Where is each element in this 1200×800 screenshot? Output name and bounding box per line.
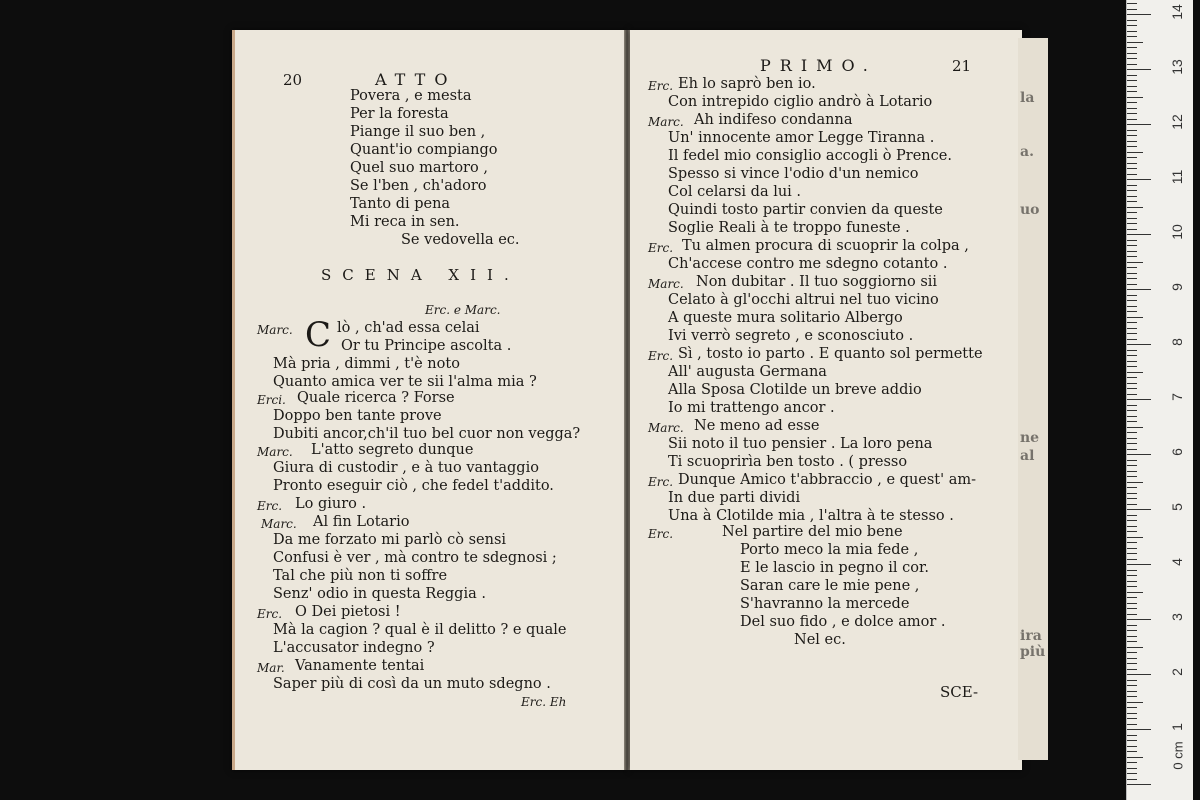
- ruler-tick: [1127, 520, 1137, 521]
- ruler-tick: [1127, 482, 1143, 483]
- dialogue-line: Doppo ben tante prove: [273, 408, 442, 424]
- ruler-tick: [1127, 256, 1137, 257]
- ruler-tick: [1127, 575, 1137, 576]
- dialogue-line: In due parti dividi: [668, 490, 801, 506]
- ruler-tick: [1127, 201, 1137, 202]
- ruler-tick: [1127, 306, 1137, 307]
- ruler-tick: [1127, 399, 1151, 400]
- ruler-number: 1: [1169, 723, 1185, 731]
- dialogue-line: L'atto segreto dunque: [311, 442, 474, 458]
- scene-characters: Erc. e Marc.: [425, 303, 501, 317]
- ruler-tick: [1127, 597, 1137, 598]
- ruler-tick: [1127, 119, 1137, 120]
- dialogue-line: Soglie Reali à te troppo funeste .: [668, 220, 910, 236]
- dialogue-line: Ivi verrò segreto , e sconosciuto .: [668, 328, 914, 344]
- ruler-tick: [1127, 784, 1151, 785]
- dialogue-line: Alla Sposa Clotilde un breve addio: [668, 382, 922, 398]
- ruler-tick: [1127, 366, 1137, 367]
- underlying-text-fragment: uo: [1020, 202, 1040, 218]
- ruler-tick: [1127, 311, 1137, 312]
- ruler-tick: [1127, 350, 1137, 351]
- dialogue-line: Sì , tosto io parto . E quanto sol permette: [678, 346, 983, 362]
- right-page: [630, 30, 1022, 770]
- ruler-tick: [1127, 773, 1137, 774]
- ruler-tick: [1127, 394, 1137, 395]
- speaker: Marc.: [261, 517, 297, 531]
- ruler-tick: [1127, 405, 1137, 406]
- ruler-tick: [1127, 746, 1137, 747]
- underlying-text-fragment: più: [1020, 644, 1046, 660]
- ruler-tick: [1127, 427, 1143, 428]
- ruler-tick: [1127, 333, 1137, 334]
- ruler-tick: [1127, 69, 1151, 70]
- ruler-tick: [1127, 344, 1151, 345]
- ruler-number: 5: [1169, 503, 1185, 511]
- ruler-tick: [1127, 509, 1151, 510]
- dialogue-line: Non dubitar . Il tuo soggiorno sii: [696, 274, 938, 290]
- ruler-tick: [1127, 658, 1137, 659]
- ruler-tick: [1127, 487, 1137, 488]
- catchword: Erc. Eh: [521, 695, 567, 709]
- aria-line: Saran care le mie pene ,: [740, 578, 920, 594]
- ruler-tick: [1127, 757, 1143, 758]
- ruler-tick: [1127, 454, 1151, 455]
- speaker: Marc.: [648, 421, 684, 435]
- page-number: 21: [952, 57, 972, 75]
- ruler-tick: [1127, 652, 1137, 653]
- ruler-tick: [1127, 295, 1137, 296]
- drop-cap: C: [305, 315, 332, 355]
- ruler-tick: [1127, 619, 1151, 620]
- ruler-tick: [1127, 641, 1137, 642]
- ruler-tick: [1127, 322, 1137, 323]
- dialogue-line: Senz' odio in questa Reggia .: [273, 586, 486, 602]
- verse-line: Mi reca in sen.: [350, 214, 460, 230]
- dialogue-line: All' augusta Germana: [668, 364, 827, 380]
- ruler-tick: [1127, 20, 1137, 21]
- ruler-tick: [1127, 102, 1137, 103]
- ruler-tick: [1127, 207, 1143, 208]
- speaker: Marc.: [648, 277, 684, 291]
- underlying-page-edge: [1018, 38, 1048, 760]
- underlying-text-fragment: al: [1020, 448, 1035, 464]
- ruler-number: 6: [1169, 448, 1185, 456]
- ruler-tick: [1127, 702, 1143, 703]
- speaker: Erc.: [257, 499, 283, 513]
- ruler-tick: [1127, 284, 1137, 285]
- ruler-tick: [1127, 581, 1137, 582]
- ruler-tick: [1127, 718, 1137, 719]
- dialogue-line: Da me forzato mi parlò cò sensi: [273, 532, 507, 548]
- ruler-tick: [1127, 130, 1137, 131]
- ruler-tick: [1127, 449, 1137, 450]
- ruler-tick: [1127, 625, 1137, 626]
- ruler-tick: [1127, 196, 1137, 197]
- verse-refrain: Se vedovella ec.: [401, 232, 520, 248]
- ruler-tick: [1127, 25, 1137, 26]
- speaker: Marc.: [257, 323, 293, 337]
- ruler-number: 3: [1169, 613, 1185, 621]
- dialogue-line: Una à Clotilde mia , l'altra à te stesso .: [668, 508, 954, 524]
- ruler-tick: [1127, 647, 1143, 648]
- speaker: Erc.: [648, 241, 674, 255]
- dialogue-line: Pronto eseguir ciò , che fedel t'addito.: [273, 478, 554, 494]
- ruler-number: 12: [1169, 114, 1185, 130]
- ruler-tick: [1127, 135, 1137, 136]
- ruler-tick: [1127, 218, 1137, 219]
- running-head: ATTO: [375, 70, 457, 89]
- ruler-tick: [1127, 168, 1137, 169]
- ruler-tick: [1127, 80, 1137, 81]
- ruler-tick: [1127, 229, 1137, 230]
- ruler-tick: [1127, 768, 1137, 769]
- ruler-tick: [1127, 421, 1137, 422]
- verse-line: Se l'ben , ch'adoro: [350, 178, 487, 194]
- ruler-tick: [1127, 735, 1137, 736]
- scene-title: SCENA XII.: [321, 266, 520, 284]
- ruler-tick: [1127, 91, 1137, 92]
- dialogue-line: Mà pria , dimmi , t'è noto: [273, 356, 460, 372]
- ruler-tick: [1127, 36, 1137, 37]
- dialogue-line: Un' innocente amor Legge Tiranna .: [668, 130, 935, 146]
- dialogue-line: Celato à gl'occhi altrui nel tuo vicino: [668, 292, 939, 308]
- ruler-tick: [1127, 526, 1137, 527]
- dialogue-line: Con intrepido ciglio andrò à Lotario: [668, 94, 933, 110]
- ruler-tick: [1127, 630, 1137, 631]
- ruler-tick: [1127, 157, 1137, 158]
- ruler-tick: [1127, 190, 1137, 191]
- ruler-number: 4: [1169, 558, 1185, 566]
- ruler-tick: [1127, 14, 1151, 15]
- speaker: Mar.: [257, 661, 285, 675]
- dialogue-line: Ti scuoprirìa ben tosto . ( presso: [668, 454, 908, 470]
- aria-line: Del suo fido , e dolce amor .: [740, 614, 946, 630]
- ruler-tick: [1127, 289, 1151, 290]
- running-head: PRIMO.: [760, 56, 877, 75]
- ruler-number: 10: [1169, 224, 1185, 240]
- ruler-tick: [1127, 174, 1137, 175]
- ruler-tick: [1127, 141, 1137, 142]
- ruler-tick: [1127, 548, 1137, 549]
- speaker: Erc.: [648, 527, 674, 541]
- catchword: SCE-: [940, 683, 979, 701]
- ruler-tick: [1127, 361, 1137, 362]
- dialogue-line: Io mi trattengo ancor .: [668, 400, 835, 416]
- ruler-number: 14: [1169, 4, 1185, 20]
- dialogue-line: Vanamente tentai: [295, 658, 425, 674]
- ruler-tick: [1127, 696, 1137, 697]
- ruler-tick: [1127, 685, 1137, 686]
- dialogue-line: lò , ch'ad essa celai: [337, 320, 480, 336]
- ruler-tick: [1127, 680, 1137, 681]
- measuring-ruler: [1126, 0, 1193, 800]
- ruler-tick: [1127, 377, 1137, 378]
- dialogue-line: O Dei pietosi !: [295, 604, 401, 620]
- dialogue-line: Tu almen procura di scuoprir la colpa ,: [682, 238, 969, 254]
- ruler-tick: [1127, 498, 1137, 499]
- ruler-tick: [1127, 586, 1137, 587]
- dialogue-line: Quindi tosto partir convien da queste: [668, 202, 943, 218]
- ruler-tick: [1127, 355, 1137, 356]
- ruler-tick: [1127, 163, 1137, 164]
- ruler-tick: [1127, 9, 1137, 10]
- ruler-tick: [1127, 740, 1137, 741]
- ruler-tick: [1127, 410, 1137, 411]
- ruler-number: 9: [1169, 283, 1185, 291]
- ruler-tick: [1127, 3, 1137, 4]
- dialogue-line: Dubiti ancor,ch'il tuo bel cuor non vegga?: [273, 426, 581, 442]
- ruler-tick: [1127, 564, 1151, 565]
- ruler-tick: [1127, 691, 1137, 692]
- ruler-tick: [1127, 608, 1137, 609]
- ruler-tick: [1127, 47, 1137, 48]
- ruler-tick: [1127, 152, 1143, 153]
- ruler-tick: [1127, 707, 1137, 708]
- ruler-tick: [1127, 179, 1151, 180]
- ruler-tick: [1127, 713, 1137, 714]
- ruler-number: 2: [1169, 668, 1185, 676]
- ruler-tick: [1127, 86, 1137, 87]
- ruler-tick: [1127, 542, 1137, 543]
- ruler-tick: [1127, 240, 1137, 241]
- dialogue-line: Quale ricerca ? Forse: [297, 390, 455, 406]
- dialogue-line: Tal che più non ti soffre: [273, 568, 448, 584]
- speaker: Erc.: [257, 607, 283, 621]
- ruler-tick: [1127, 779, 1137, 780]
- ruler-number: 8: [1169, 338, 1185, 346]
- ruler-tick: [1127, 267, 1137, 268]
- ruler-tick: [1127, 383, 1137, 384]
- ruler-tick: [1127, 97, 1143, 98]
- aria-line: Nel partire del mio bene: [722, 524, 903, 540]
- aria-refrain: Nel ec.: [794, 632, 846, 648]
- left-page: [232, 30, 627, 770]
- ruler-tick: [1127, 553, 1137, 554]
- page-number: 20: [283, 71, 303, 89]
- speaker: Marc.: [648, 115, 684, 129]
- ruler-tick: [1127, 223, 1137, 224]
- ruler-tick: [1127, 669, 1137, 670]
- ruler-unit-label: 0 cm: [1170, 741, 1186, 770]
- dialogue-line: Quanto amica ver te sii l'alma mia ?: [273, 374, 537, 390]
- ruler-tick: [1127, 339, 1137, 340]
- ruler-tick: [1127, 515, 1137, 516]
- ruler-tick: [1127, 262, 1143, 263]
- ruler-tick: [1127, 416, 1137, 417]
- ruler-tick: [1127, 570, 1137, 571]
- ruler-tick: [1127, 53, 1137, 54]
- verse-line: Piange il suo ben ,: [350, 124, 486, 140]
- ruler-tick: [1127, 432, 1137, 433]
- ruler-number: 7: [1169, 393, 1185, 401]
- verse-line: Quant'io compiango: [350, 142, 498, 158]
- ruler-tick: [1127, 185, 1137, 186]
- verse-line: Per la foresta: [350, 106, 449, 122]
- ruler-tick: [1127, 471, 1137, 472]
- ruler-tick: [1127, 493, 1137, 494]
- speaker: Erc.: [648, 79, 674, 93]
- ruler-tick: [1127, 636, 1137, 637]
- ruler-tick: [1127, 42, 1143, 43]
- dialogue-line: Ah indifeso condanna: [694, 112, 853, 128]
- ruler-tick: [1127, 278, 1137, 279]
- ruler-tick: [1127, 245, 1137, 246]
- speaker: Erc.: [648, 475, 674, 489]
- dialogue-line: Confusi è ver , mà contro te sdegnosi ;: [273, 550, 557, 566]
- ruler-number: 11: [1169, 169, 1185, 185]
- dialogue-line: Col celarsi da lui .: [668, 184, 802, 200]
- ruler-tick: [1127, 146, 1137, 147]
- ruler-tick: [1127, 729, 1151, 730]
- speaker: Marc.: [257, 445, 293, 459]
- dialogue-line: Saper più di così da un muto sdegno .: [273, 676, 551, 692]
- verse-line: Quel suo martoro ,: [350, 160, 488, 176]
- ruler-tick: [1127, 537, 1143, 538]
- ruler-tick: [1127, 64, 1137, 65]
- dialogue-line: Ch'accese contro me sdegno cotanto .: [668, 256, 948, 272]
- ruler-tick: [1127, 124, 1151, 125]
- dialogue-line: L'accusator indegno ?: [273, 640, 435, 656]
- underlying-text-fragment: a.: [1020, 144, 1034, 160]
- ruler-tick: [1127, 674, 1151, 675]
- ruler-tick: [1127, 317, 1143, 318]
- ruler-tick: [1127, 504, 1137, 505]
- aria-line: S'havranno la mercede: [740, 596, 910, 612]
- ruler-tick: [1127, 443, 1137, 444]
- ruler-tick: [1127, 724, 1137, 725]
- dialogue-line: Giura di custodir , e à tuo vantaggio: [273, 460, 539, 476]
- ruler-tick: [1127, 108, 1137, 109]
- ruler-tick: [1127, 476, 1137, 477]
- aria-line: E le lascio in pegno il cor.: [740, 560, 929, 576]
- dialogue-line: A queste mura solitario Albergo: [668, 310, 903, 326]
- ruler-tick: [1127, 531, 1137, 532]
- ruler-tick: [1127, 603, 1137, 604]
- ruler-number: 13: [1169, 59, 1185, 75]
- ruler-tick: [1127, 328, 1137, 329]
- ruler-tick: [1127, 58, 1137, 59]
- underlying-text-fragment: ira: [1020, 628, 1042, 644]
- speaker: Erci.: [257, 393, 286, 407]
- ruler-tick: [1127, 388, 1137, 389]
- underlying-text-fragment: la: [1020, 90, 1035, 106]
- verse-line: Tanto di pena: [350, 196, 451, 212]
- dialogue-line: Dunque Amico t'abbraccio , e quest' am-: [678, 472, 977, 488]
- ruler-tick: [1127, 212, 1137, 213]
- ruler-tick: [1127, 762, 1137, 763]
- underlying-text-fragment: ne: [1020, 430, 1040, 446]
- dialogue-line: Or tu Principe ascolta .: [341, 338, 512, 354]
- ruler-tick: [1127, 460, 1137, 461]
- dialogue-line: Eh lo saprò ben io.: [678, 76, 816, 92]
- ruler-tick: [1127, 113, 1137, 114]
- ruler-tick: [1127, 751, 1137, 752]
- dialogue-line: Sii noto il tuo pensier . La loro pena: [668, 436, 933, 452]
- ruler-tick: [1127, 614, 1137, 615]
- aria-line: Porto meco la mia fede ,: [740, 542, 919, 558]
- verse-line: Povera , e mesta: [350, 88, 472, 104]
- ruler-tick: [1127, 300, 1137, 301]
- ruler-tick: [1127, 663, 1137, 664]
- ruler-tick: [1127, 251, 1137, 252]
- ruler-tick: [1127, 372, 1143, 373]
- ruler-tick: [1127, 559, 1137, 560]
- speaker: Erc.: [648, 349, 674, 363]
- ruler-tick: [1127, 465, 1137, 466]
- ruler-tick: [1127, 31, 1137, 32]
- dialogue-line: Ne meno ad esse: [694, 418, 820, 434]
- dialogue-line: Al fin Lotario: [313, 514, 410, 530]
- ruler-tick: [1127, 438, 1137, 439]
- dialogue-line: Mà la cagion ? qual è il delitto ? e quale: [273, 622, 567, 638]
- ruler-tick: [1127, 234, 1151, 235]
- dialogue-line: Il fedel mio consiglio accogli ò Prence.: [668, 148, 952, 164]
- ruler-tick: [1127, 592, 1143, 593]
- ruler-tick: [1127, 273, 1137, 274]
- ruler-tick: [1127, 75, 1137, 76]
- dialogue-line: Lo giuro .: [295, 496, 367, 512]
- dialogue-line: Spesso si vince l'odio d'un nemico: [668, 166, 919, 182]
